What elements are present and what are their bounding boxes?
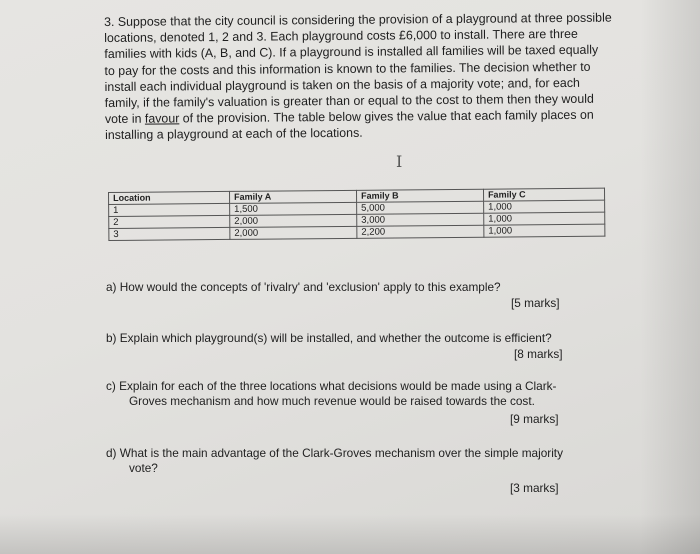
question-c (106, 379, 626, 426)
table-cell: 5,000 (357, 201, 484, 214)
question-b-marks: [8 marks] (514, 347, 563, 361)
table-cell: 1,000 (484, 200, 605, 213)
text-cursor-icon: I (396, 152, 403, 171)
valuation-table (108, 188, 605, 241)
header-family-c: Family C (483, 188, 604, 201)
intro-line-7-start: vote in (104, 111, 145, 127)
page-shadow-right (640, 0, 700, 554)
question-d (106, 446, 626, 495)
header-family-b: Family B (356, 189, 483, 202)
table-cell: 1,000 (484, 224, 605, 237)
table-cell: 2 (109, 215, 230, 228)
table-cell: 1,000 (484, 212, 605, 225)
table-cell: 2,200 (357, 225, 484, 238)
question-d-text-2: vote? (129, 461, 158, 475)
intro-line-8: installing a playground at each of the locations. (104, 126, 363, 143)
question-a (106, 280, 586, 310)
table-cell: 1 (109, 203, 230, 216)
table-cell: 1,500 (230, 202, 357, 215)
intro-line-3: families with kids (A, B, and C). If a playground is installed all families will be taxed equally (104, 43, 599, 62)
question-d-text-1: d) What is the main advantage of the Clark-Groves mechanism over the simple majority (106, 446, 563, 460)
intro-line-6: family, if the family's valuation is greater than or equal to the cost to them then they would (104, 91, 594, 111)
table-cell: 3 (109, 227, 230, 240)
intro-line-2: locations, denoted 1, 2 and 3. Each playground costs £6,000 to install. There are three (104, 27, 578, 46)
intro-line-5: install each individual playground is taken on the basis of a majority vote; and, for each (104, 75, 580, 94)
table-cell: 3,000 (357, 213, 484, 226)
header-family-a: Family A (229, 190, 356, 203)
table-cell: 2,000 (230, 214, 357, 227)
question-a-marks: [5 marks] (511, 296, 560, 310)
question-c-text-2: Groves mechanism and how much revenue would be raised towards the cost. (129, 394, 535, 408)
question-c-marks: [9 marks] (510, 412, 559, 426)
question-b-text: b) Explain which playground(s) will be installed, and whether the outcome is efficient? (106, 331, 552, 345)
question-d-marks: [3 marks] (510, 481, 559, 495)
question-a-text: a) How would the concepts of 'rivalry' and 'exclusion' apply to this example? (106, 280, 501, 294)
table-cell: 2,000 (230, 226, 357, 239)
question-3-intro (104, 9, 625, 143)
header-location: Location (109, 191, 230, 204)
intro-line-7-end: of the provision. The table below gives the value that each family places on (179, 107, 594, 126)
page-shadow-bottom (0, 514, 700, 554)
question-b (106, 331, 596, 361)
intro-line-4: to pay for the costs and this information is known to the families. The decision whether to (104, 59, 591, 78)
intro-line-1: 3. Suppose that the city council is considering the provision of a playground at three possible (104, 10, 612, 29)
underlined-word: favour (144, 111, 180, 126)
question-c-text-1: c) Explain for each of the three locations what decisions would be made using a Clark- (106, 379, 557, 393)
